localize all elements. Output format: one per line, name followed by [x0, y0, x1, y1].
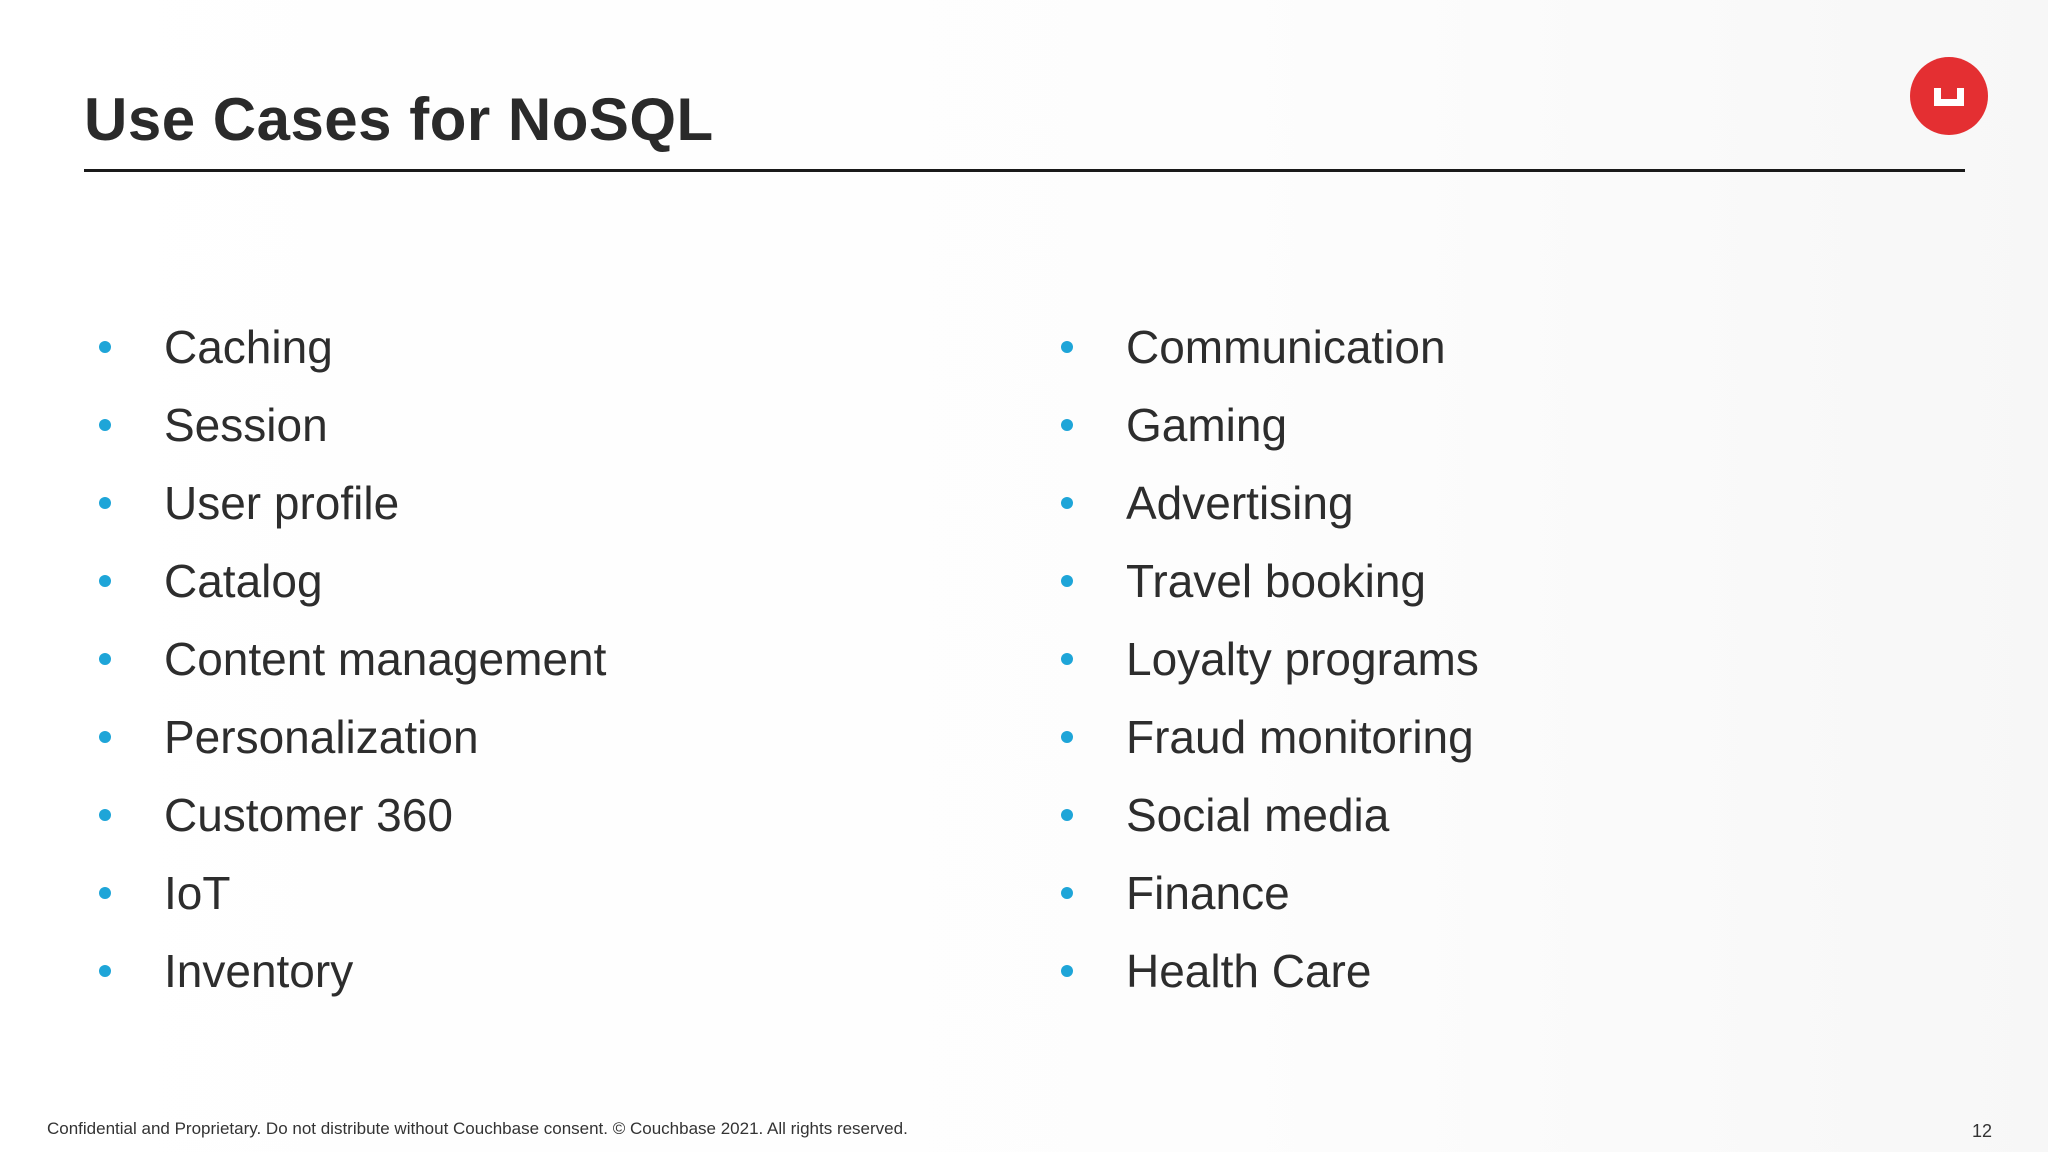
- list-item-label: Loyalty programs: [1126, 633, 1479, 685]
- list-item-label: Finance: [1126, 867, 1290, 919]
- bullet-icon: [99, 731, 111, 743]
- bullet-icon: [99, 497, 111, 509]
- bullet-icon: [99, 575, 111, 587]
- use-case-list-left: [92, 308, 606, 1010]
- list-item: [92, 464, 606, 542]
- list-item: [92, 698, 606, 776]
- list-item-label: IoT: [164, 867, 231, 919]
- list-item: [92, 386, 606, 464]
- list-item-label: Communication: [1126, 321, 1446, 373]
- list-item-label: Travel booking: [1126, 555, 1427, 607]
- title-divider: [84, 169, 1965, 172]
- list-item: [1054, 620, 1479, 698]
- couchbase-logo-icon: [1910, 57, 1988, 135]
- list-item: [1054, 464, 1479, 542]
- list-item: [92, 620, 606, 698]
- list-item-label: User profile: [164, 477, 400, 529]
- list-item: [1054, 386, 1479, 464]
- footer-confidential-note: Confidential and Proprietary. Do not distribute without Couchbase consent. © Couchbase 2021. All rights reserved.: [47, 1119, 908, 1138]
- bullet-icon: [1061, 653, 1073, 665]
- bullet-icon: [99, 341, 111, 353]
- list-item-label: Content management: [164, 633, 607, 685]
- list-item-label: Social media: [1126, 789, 1390, 841]
- list-item: [92, 542, 606, 620]
- page-number: 12: [1971, 1121, 1992, 1141]
- list-item-label: Catalog: [164, 555, 323, 607]
- list-item: [1054, 776, 1479, 854]
- bullet-icon: [99, 965, 111, 977]
- list-item-label: Gaming: [1126, 399, 1288, 451]
- list-item: [1054, 854, 1479, 932]
- list-item-label: Personalization: [164, 711, 479, 763]
- list-item-label: Session: [164, 399, 328, 451]
- list-item-label: Fraud monitoring: [1126, 711, 1474, 763]
- slide-title: Use Cases for NoSQL: [84, 86, 714, 153]
- list-item-label: Advertising: [1126, 477, 1354, 529]
- list-item: [92, 776, 606, 854]
- list-item: [1054, 932, 1479, 1010]
- bullet-icon: [1061, 497, 1073, 509]
- list-item-label: Inventory: [164, 945, 354, 997]
- bullet-icon: [99, 653, 111, 665]
- use-case-list-right: [1054, 308, 1479, 1010]
- list-item: [92, 308, 606, 386]
- list-item: [92, 854, 606, 932]
- list-item: [1054, 542, 1479, 620]
- list-item-label: Customer 360: [164, 789, 453, 841]
- bullet-icon: [1061, 809, 1073, 821]
- bullet-icon: [1061, 341, 1073, 353]
- list-item-label: Caching: [164, 321, 333, 373]
- list-item: [1054, 698, 1479, 776]
- bullet-icon: [1061, 575, 1073, 587]
- bullet-icon: [99, 887, 111, 899]
- bullet-icon: [1061, 965, 1073, 977]
- list-item-label: Health Care: [1126, 945, 1372, 997]
- bullet-icon: [99, 809, 111, 821]
- list-item: [1054, 308, 1479, 386]
- bullet-icon: [99, 419, 111, 431]
- bullet-icon: [1061, 887, 1073, 899]
- bullet-icon: [1061, 419, 1073, 431]
- list-item: [92, 932, 606, 1010]
- bullet-icon: [1061, 731, 1073, 743]
